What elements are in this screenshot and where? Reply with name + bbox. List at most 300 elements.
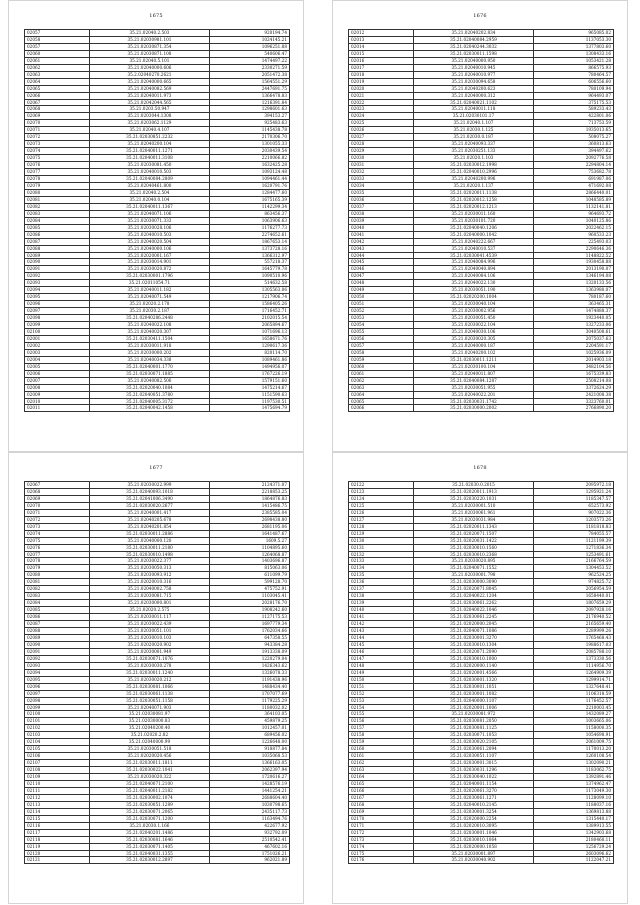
- record-code-cell: 35.21.02040042.1458: [89, 405, 209, 412]
- record-amount-cell: 1203573.26: [534, 516, 614, 523]
- record-code-cell: 35.21.02020.2.82: [89, 732, 209, 739]
- record-code-cell: 35.21.02020.2.575: [89, 607, 209, 614]
- record-amount-cell: 467602.16: [210, 843, 290, 850]
- record-id-cell: 02053: [349, 315, 414, 322]
- record-code-cell: 35.21.02030001.510: [413, 502, 533, 509]
- record-amount-cell: 1304453.52: [534, 565, 614, 572]
- record-code-cell: 35.21.02030011.117: [89, 614, 209, 621]
- table-row: [25, 690, 290, 697]
- table-row: [25, 370, 290, 377]
- table-row: [25, 308, 290, 315]
- table-row: [349, 530, 614, 537]
- document-page-1677: [8, 452, 304, 904]
- table-row: [349, 725, 614, 732]
- record-amount-cell: 1295921.24: [534, 488, 614, 495]
- record-id-cell: 02070: [25, 502, 90, 509]
- record-code-cell: 35.21.02030051.518: [89, 746, 209, 753]
- record-amount-cell: 691987.06: [534, 176, 614, 183]
- record-id-cell: 02055: [349, 328, 414, 335]
- record-amount-cell: 1326078.33: [210, 669, 290, 676]
- table-row: [25, 850, 290, 857]
- record-code-cell: 35.21.02030022.377: [89, 558, 209, 565]
- record-id-cell: 02068: [25, 488, 90, 495]
- record-code-cell: 35.21.02030071.1885: [89, 370, 209, 377]
- record-amount-cell: 1620791.76: [210, 182, 290, 189]
- record-amount-cell: 1264068.87: [210, 551, 290, 558]
- record-code-cell: 35.21.02030061.961: [413, 509, 533, 516]
- table-row: [349, 537, 614, 544]
- record-id-cell: 02081: [25, 579, 90, 586]
- record-id-cell: 02081: [25, 196, 90, 203]
- record-amount-cell: 964693.72: [534, 210, 614, 217]
- record-code-cell: 35.21.02030001.1082: [413, 690, 533, 697]
- record-code-cell: 35.21.02030001.897: [413, 850, 533, 857]
- table-row: [25, 391, 290, 398]
- table-row: [349, 767, 614, 774]
- table-row: [25, 315, 290, 322]
- record-id-cell: 02132: [349, 551, 414, 558]
- ledger-table: [348, 481, 614, 864]
- record-id-cell: 02054: [349, 322, 414, 329]
- record-id-cell: 02124: [349, 495, 414, 502]
- record-amount-cell: 2092776.58: [534, 155, 614, 162]
- record-code-cell: 35.21.02040084.2809: [89, 176, 209, 183]
- record-code-cell: 35.21.02030001.1796: [89, 273, 209, 280]
- record-id-cell: 02091: [25, 266, 90, 273]
- record-id-cell: 02073: [25, 523, 90, 530]
- record-amount-cell: 1374962.47: [534, 780, 614, 787]
- record-amount-cell: 1181818.83: [534, 523, 614, 530]
- table-row: [349, 134, 614, 141]
- record-code-cell: 35.21.02030012.2897: [89, 857, 209, 864]
- table-row: [25, 843, 290, 850]
- record-amount-cell: 2176940.52: [534, 614, 614, 621]
- record-code-cell: 35.21.02040200.623: [413, 85, 533, 92]
- record-amount-cell: 962021.89: [210, 857, 290, 864]
- record-id-cell: 02026: [349, 127, 414, 134]
- record-amount-cell: 1260108.54: [534, 753, 614, 760]
- record-code-cell: 35.21.02040000.665: [89, 78, 209, 85]
- table-row: [349, 780, 614, 787]
- record-amount-cell: 1003665.06: [534, 718, 614, 725]
- record-amount-cell: 1053421.28: [534, 57, 614, 64]
- record-code-cell: 35.21.02020040.1084: [89, 384, 209, 391]
- record-id-cell: 02149: [349, 669, 414, 676]
- record-id-cell: 02087: [25, 621, 90, 628]
- table-row: [25, 516, 290, 523]
- record-code-cell: 35.21.02030040.902: [413, 857, 533, 864]
- record-id-cell: 02094: [25, 287, 90, 294]
- record-code-cell: 35.21.02030002.956: [413, 308, 533, 315]
- record-code-cell: 35.21.02040084.106: [413, 273, 533, 280]
- record-amount-cell: 2508214.08: [534, 377, 614, 384]
- record-id-cell: 02084: [25, 217, 90, 224]
- record-id-cell: 02092: [25, 655, 90, 662]
- table-row: [349, 544, 614, 551]
- record-amount-cell: 1142299.34: [210, 203, 290, 210]
- record-amount-cell: 1025936.09: [534, 349, 614, 356]
- record-amount-cell: 866575.93: [534, 64, 614, 71]
- record-id-cell: 02092: [25, 273, 90, 280]
- page-number-title: 1676: [473, 13, 487, 19]
- table-row: [349, 280, 614, 287]
- record-amount-cell: 1054698.91: [534, 732, 614, 739]
- record-id-cell: 02106: [25, 753, 90, 760]
- record-code-cell: 35.21.02030001.1046: [413, 829, 533, 836]
- record-amount-cell: 2290646.36: [534, 245, 614, 252]
- table-row: [349, 370, 614, 377]
- record-amount-cell: 2166764.59: [534, 558, 614, 565]
- record-id-cell: 02117: [25, 829, 90, 836]
- record-code-cell: 35.21.02030020.2105: [413, 739, 533, 746]
- table-row: [25, 217, 290, 224]
- record-amount-cell: 1132141.81: [534, 203, 614, 210]
- record-amount-cell: 907022.36: [534, 509, 614, 516]
- record-amount-cell: 1366478.83: [210, 92, 290, 99]
- record-id-cell: 02153: [349, 697, 414, 704]
- document-page-1678: [332, 452, 628, 904]
- document-page-1675: [8, 0, 304, 452]
- record-id-cell: 02109: [25, 774, 90, 781]
- record-code-cell: 35.21.02040084.996: [413, 259, 533, 266]
- record-id-cell: 02096: [25, 683, 90, 690]
- record-id-cell: 02112: [25, 794, 90, 801]
- record-id-cell: 02024: [349, 113, 414, 120]
- record-amount-cell: 1158000.35: [534, 725, 614, 732]
- table-row: [25, 301, 290, 308]
- record-id-cell: 02076: [25, 162, 90, 169]
- record-amount-cell: 1609.5.27: [210, 537, 290, 544]
- record-id-cell: 02137: [349, 586, 414, 593]
- record-amount-cell: 1180032.02: [210, 704, 290, 711]
- table-row: [349, 92, 614, 99]
- record-code-cell: 35.21.02030051.1158: [89, 697, 209, 704]
- record-id-cell: 02078: [25, 176, 90, 183]
- record-code-cell: 35.21.02040022.130: [413, 280, 533, 287]
- record-id-cell: 02138: [349, 593, 414, 600]
- record-id-cell: 02079: [25, 565, 90, 572]
- record-code-cell: 35.21.02020071.2090: [413, 648, 533, 655]
- record-amount-cell: 2124371.07: [210, 482, 290, 489]
- record-id-cell: 02174: [349, 843, 414, 850]
- record-amount-cell: 1024145.21: [210, 36, 290, 43]
- record-id-cell: 02076: [25, 544, 90, 551]
- table-row: [349, 704, 614, 711]
- table-row: [349, 155, 614, 162]
- record-amount-cell: 422677.92: [210, 822, 290, 829]
- record-amount-cell: 1305563.06: [210, 287, 290, 294]
- record-amount-cell: 1121199.39: [534, 537, 614, 544]
- record-amount-cell: 1641487.67: [210, 530, 290, 537]
- record-amount-cell: 2421008.38: [534, 391, 614, 398]
- record-amount-cell: 2102015.54: [210, 315, 290, 322]
- ledger-table: [348, 29, 614, 412]
- table-row: [25, 801, 290, 808]
- record-amount-cell: 1220279.04: [210, 655, 290, 662]
- record-amount-cell: 471692.08: [534, 182, 614, 189]
- table-row: [25, 655, 290, 662]
- table-row: [349, 857, 614, 864]
- table-row: [25, 829, 290, 836]
- record-id-cell: 02157: [349, 725, 414, 732]
- table-row: [25, 356, 290, 363]
- record-code-cell: 35.21.02030000.2002: [413, 405, 533, 412]
- record-id-cell: 02077: [25, 169, 90, 176]
- record-code-cell: 35.21.02030051.1289: [89, 801, 209, 808]
- record-id-cell: 02130: [349, 537, 414, 544]
- table-row: [25, 127, 290, 134]
- record-code-cell: 35.21.02040011.2182: [89, 787, 209, 794]
- record-amount-cell: 1428576.19: [210, 780, 290, 787]
- record-code-cell: 35.2.02040270.2621: [89, 71, 209, 78]
- record-amount-cell: 2056954.59: [534, 586, 614, 593]
- table-row: [25, 85, 290, 92]
- table-row: [25, 287, 290, 294]
- record-code-cell: 35.21.02030002.1074: [89, 794, 209, 801]
- record-amount-cell: 1864876.83: [210, 495, 290, 502]
- table-row: [349, 363, 614, 370]
- record-id-cell: 02010: [25, 398, 90, 405]
- record-id-cell: 02120: [25, 850, 90, 857]
- record-id-cell: 02059: [349, 356, 414, 363]
- table-row: [25, 697, 290, 704]
- table-row: [349, 377, 614, 384]
- table-row: [349, 572, 614, 579]
- table-row: [25, 482, 290, 489]
- record-id-cell: 02069: [25, 113, 90, 120]
- record-code-cell: 35.21.02040031.1355: [89, 850, 209, 857]
- record-code-cell: 35.21.02040201.854: [89, 523, 209, 530]
- record-code-cell: 35.21.02030981.101: [89, 36, 209, 43]
- table-row: [349, 648, 614, 655]
- record-code-cell: 35.21.02040082.569: [89, 85, 209, 92]
- record-code-cell: 35.21.02030010.103: [89, 634, 209, 641]
- record-amount-cell: 780464.57: [534, 71, 614, 78]
- record-id-cell: 02066: [25, 92, 90, 99]
- record-id-cell: 02039: [349, 217, 414, 224]
- record-code-cell: 35.21.02030001.1051: [413, 683, 533, 690]
- record-code-cell: 35.21.02030081.450: [89, 162, 209, 169]
- table-row: [25, 537, 290, 544]
- record-amount-cell: 1217906.74: [210, 294, 290, 301]
- record-code-cell: 35.21.02040.1.107: [413, 120, 533, 127]
- table-row: [25, 30, 290, 37]
- record-amount-cell: 1377803.60: [534, 43, 614, 50]
- table-row: [349, 169, 614, 176]
- record-id-cell: 02097: [25, 690, 90, 697]
- record-id-cell: 02015: [349, 50, 414, 57]
- record-amount-cell: 1392891.46: [534, 774, 614, 781]
- record-code-cell: 35.21.02030011.2180: [89, 544, 209, 551]
- table-row: [25, 628, 290, 635]
- record-code-cell: 35.21.02030071.2065: [89, 808, 209, 815]
- table-row: [25, 169, 290, 176]
- record-amount-cell: 925483.63: [210, 120, 290, 127]
- table-row: [25, 238, 290, 245]
- record-code-cell: 35.21.02030001.3270: [413, 634, 533, 641]
- table-row: [349, 273, 614, 280]
- table-row: [25, 662, 290, 669]
- record-id-cell: 02018: [349, 71, 414, 78]
- table-row: [349, 655, 614, 662]
- table-row: [25, 732, 290, 739]
- record-code-cell: 35.21.02040461.800: [89, 182, 209, 189]
- record-code-cell: 35.21.02030022.999: [89, 482, 209, 489]
- table-row: [349, 224, 614, 231]
- table-row: [25, 294, 290, 301]
- record-amount-cell: 1191438.96: [210, 676, 290, 683]
- table-row: [349, 196, 614, 203]
- record-id-cell: 02069: [25, 495, 90, 502]
- table-row: [25, 141, 290, 148]
- table-row: [349, 641, 614, 648]
- record-id-cell: 02096: [25, 301, 90, 308]
- table-row: [25, 780, 290, 787]
- record-code-cell: 35.21.02020071.8045: [413, 586, 533, 593]
- record-code-cell: 35.21.02040093.1018: [89, 488, 209, 495]
- table-row: [349, 182, 614, 189]
- record-amount-cell: 1012457.01: [210, 725, 290, 732]
- record-id-cell: 02135: [349, 572, 414, 579]
- record-amount-cell: 960533.23: [534, 231, 614, 238]
- table-row: [349, 335, 614, 342]
- record-code-cell: 35.21.02040051.3780: [89, 391, 209, 398]
- table-row: [25, 523, 290, 530]
- table-row: [349, 502, 614, 509]
- record-code-cell: 35.21.02030061.2262: [413, 600, 533, 607]
- record-id-cell: 02095: [25, 676, 90, 683]
- table-row: [349, 71, 614, 78]
- record-id-cell: 02047: [349, 273, 414, 280]
- record-amount-cell: 863456.37: [210, 210, 290, 217]
- table-row: [25, 600, 290, 607]
- record-id-cell: 02040: [349, 224, 414, 231]
- table-row: [349, 210, 614, 217]
- record-id-cell: 02049: [349, 287, 414, 294]
- record-code-cell: 35.21.02030011.2886: [89, 530, 209, 537]
- record-amount-cell: 375175.53: [534, 99, 614, 106]
- record-code-cell: 35.21.02020200.1004: [413, 294, 533, 301]
- table-row: [25, 634, 290, 641]
- record-amount-cell: 1315440.17: [534, 815, 614, 822]
- table-row: [349, 50, 614, 57]
- table-row: [349, 794, 614, 801]
- record-id-cell: 02037: [349, 203, 414, 210]
- record-amount-cell: 1475214.67: [210, 384, 290, 391]
- record-id-cell: 02045: [349, 259, 414, 266]
- table-row: [349, 120, 614, 127]
- table-row: [349, 551, 614, 558]
- record-code-cell: 35.21.02040040.894: [413, 266, 533, 273]
- record-amount-cell: 1176452.57: [534, 697, 614, 704]
- table-row: [25, 203, 290, 210]
- record-amount-cell: 1474888.37: [534, 308, 614, 315]
- record-code-cell: 35.21.02040005.3172: [89, 398, 209, 405]
- table-row: [349, 342, 614, 349]
- table-row: [25, 196, 290, 203]
- record-code-cell: 35.21.02040010.537: [413, 245, 533, 252]
- record-id-cell: 02063: [25, 71, 90, 78]
- record-code-cell: 35.21.02020000.1140: [413, 662, 533, 669]
- record-id-cell: 02169: [349, 808, 414, 815]
- record-id-cell: 02143: [349, 628, 414, 635]
- record-id-cell: 02062: [349, 377, 414, 384]
- record-amount-cell: 1762034.66: [210, 628, 290, 635]
- record-amount-cell: 780109.94: [534, 85, 614, 92]
- record-code-cell: 35.21.02030071.1405: [89, 843, 209, 850]
- record-amount-cell: 225493.03: [534, 238, 614, 245]
- record-id-cell: 02027: [349, 134, 414, 141]
- record-id-cell: 02004: [25, 356, 90, 363]
- record-id-cell: 02102: [25, 725, 90, 732]
- record-id-cell: 02085: [25, 224, 90, 231]
- record-amount-cell: 932792.09: [210, 829, 290, 836]
- table-row: [25, 273, 290, 280]
- table-row: [25, 64, 290, 71]
- record-id-cell: 02084: [25, 600, 90, 607]
- record-amount-cell: 1415486.75: [210, 502, 290, 509]
- record-code-cell: 35.21.02030.0.2015: [413, 482, 533, 489]
- record-code-cell: 35.21.02040010.503: [89, 231, 209, 238]
- table-row: [349, 189, 614, 196]
- record-id-cell: 02086: [25, 231, 90, 238]
- record-code-cell: 35.21.02030.2.187: [89, 308, 209, 315]
- record-amount-cell: 1366163.05: [210, 760, 290, 767]
- table-row: [349, 36, 614, 43]
- record-id-cell: 02125: [349, 502, 414, 509]
- record-code-cell: 35.21.02040.5.101: [89, 57, 209, 64]
- record-amount-cell: 2866440.01: [534, 189, 614, 196]
- table-row: [349, 774, 614, 781]
- record-code-cell: 35.21.02030081.2050: [413, 718, 533, 725]
- record-id-cell: 02154: [349, 704, 414, 711]
- record-code-cell: 35.21.02030030.278: [89, 662, 209, 669]
- record-amount-cell: 1216391.84: [210, 99, 290, 106]
- record-amount-cell: 920194.74: [210, 30, 290, 37]
- record-code-cell: 35.21.02040001.1154: [413, 780, 533, 787]
- record-code-cell: 35.21.02030011.160: [413, 210, 533, 217]
- record-code-cell: 35.21.02040200.996: [413, 176, 533, 183]
- record-amount-cell: 1290617.36: [210, 342, 290, 349]
- record-amount-cell: 1707077.69: [210, 690, 290, 697]
- record-amount-cell: 1494956.07: [210, 363, 290, 370]
- record-amount-cell: 1106318.59: [534, 690, 614, 697]
- record-amount-cell: 1197530.51: [210, 398, 290, 405]
- record-amount-cell: 1366312.97: [210, 252, 290, 259]
- record-id-cell: 02052: [349, 308, 414, 315]
- record-amount-cell: 360813.63: [534, 141, 614, 148]
- record-amount-cell: 1128099.10: [534, 794, 614, 801]
- table-row: [25, 71, 290, 78]
- record-amount-cell: 1163494.76: [210, 815, 290, 822]
- record-code-cell: 35.21.02040020.504: [89, 238, 209, 245]
- record-amount-cell: 1030798.65: [210, 801, 290, 808]
- record-id-cell: 02080: [25, 189, 90, 196]
- record-amount-cell: 820114.70: [210, 349, 290, 356]
- table-row: [349, 315, 614, 322]
- record-id-cell: 02172: [349, 829, 414, 836]
- record-id-cell: 02173: [349, 836, 414, 843]
- record-amount-cell: 2330271.59: [210, 64, 290, 71]
- record-amount-cell: 1908242.60: [210, 607, 290, 614]
- table-row: [349, 760, 614, 767]
- table-row: [349, 718, 614, 725]
- table-row: [25, 579, 290, 586]
- record-code-cell: 35.21.02040071.2100: [89, 780, 209, 787]
- table-row: [25, 725, 290, 732]
- record-amount-cell: 2051472.38: [210, 71, 290, 78]
- table-row: [25, 176, 290, 183]
